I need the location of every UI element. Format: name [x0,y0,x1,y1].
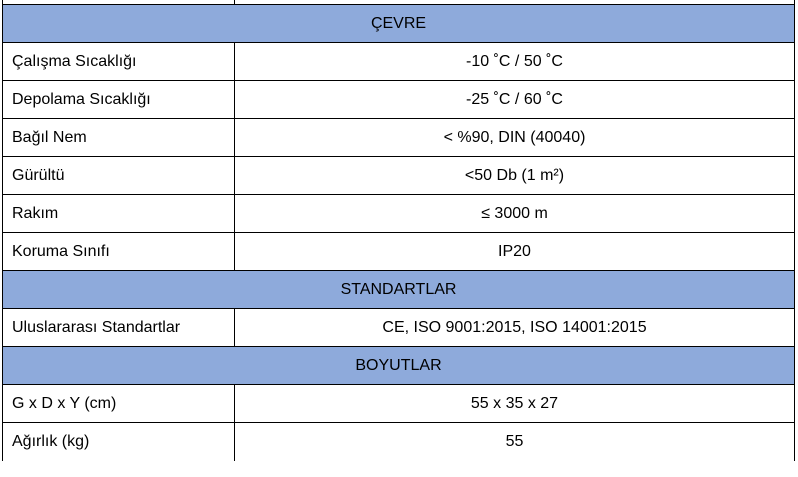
table-row [3,157,795,195]
section-header-row [3,5,795,43]
table-row [3,195,795,233]
row-value: -25 ˚C / 60 ˚C [235,81,795,119]
section-header-row [3,347,795,385]
table-row [3,119,795,157]
row-value: < %90, DIN (40040) [235,119,795,157]
row-value: -10 ˚C / 50 ˚C [235,43,795,81]
spec-table [2,0,795,461]
row-label: Rakım [3,195,235,233]
row-label: Koruma Sınıfı [3,233,235,271]
row-label: Uluslararası Standartlar [3,309,235,347]
table-row [3,81,795,119]
row-label: Depolama Sıcaklığı [3,81,235,119]
section-header-cevre: ÇEVRE [3,5,795,43]
table-row [3,233,795,271]
row-value: IP20 [235,233,795,271]
row-label: G x D x Y (cm) [3,385,235,423]
row-label: Gürültü [3,157,235,195]
row-label: Ağırlık (kg) [3,423,235,461]
section-header-boyutlar: BOYUTLAR [3,347,795,385]
section-header-row [3,271,795,309]
row-label: Bağıl Nem [3,119,235,157]
table-row [3,43,795,81]
row-value: 55 [235,423,795,461]
table-row [3,309,795,347]
row-value: 55 x 35 x 27 [235,385,795,423]
row-value: CE, ISO 9001:2015, ISO 14001:2015 [235,309,795,347]
section-header-standartlar: STANDARTLAR [3,271,795,309]
table-row [3,423,795,461]
row-label: Çalışma Sıcaklığı [3,43,235,81]
row-value: ≤ 3000 m [235,195,795,233]
table-row [3,385,795,423]
row-value: <50 Db (1 m²) [235,157,795,195]
